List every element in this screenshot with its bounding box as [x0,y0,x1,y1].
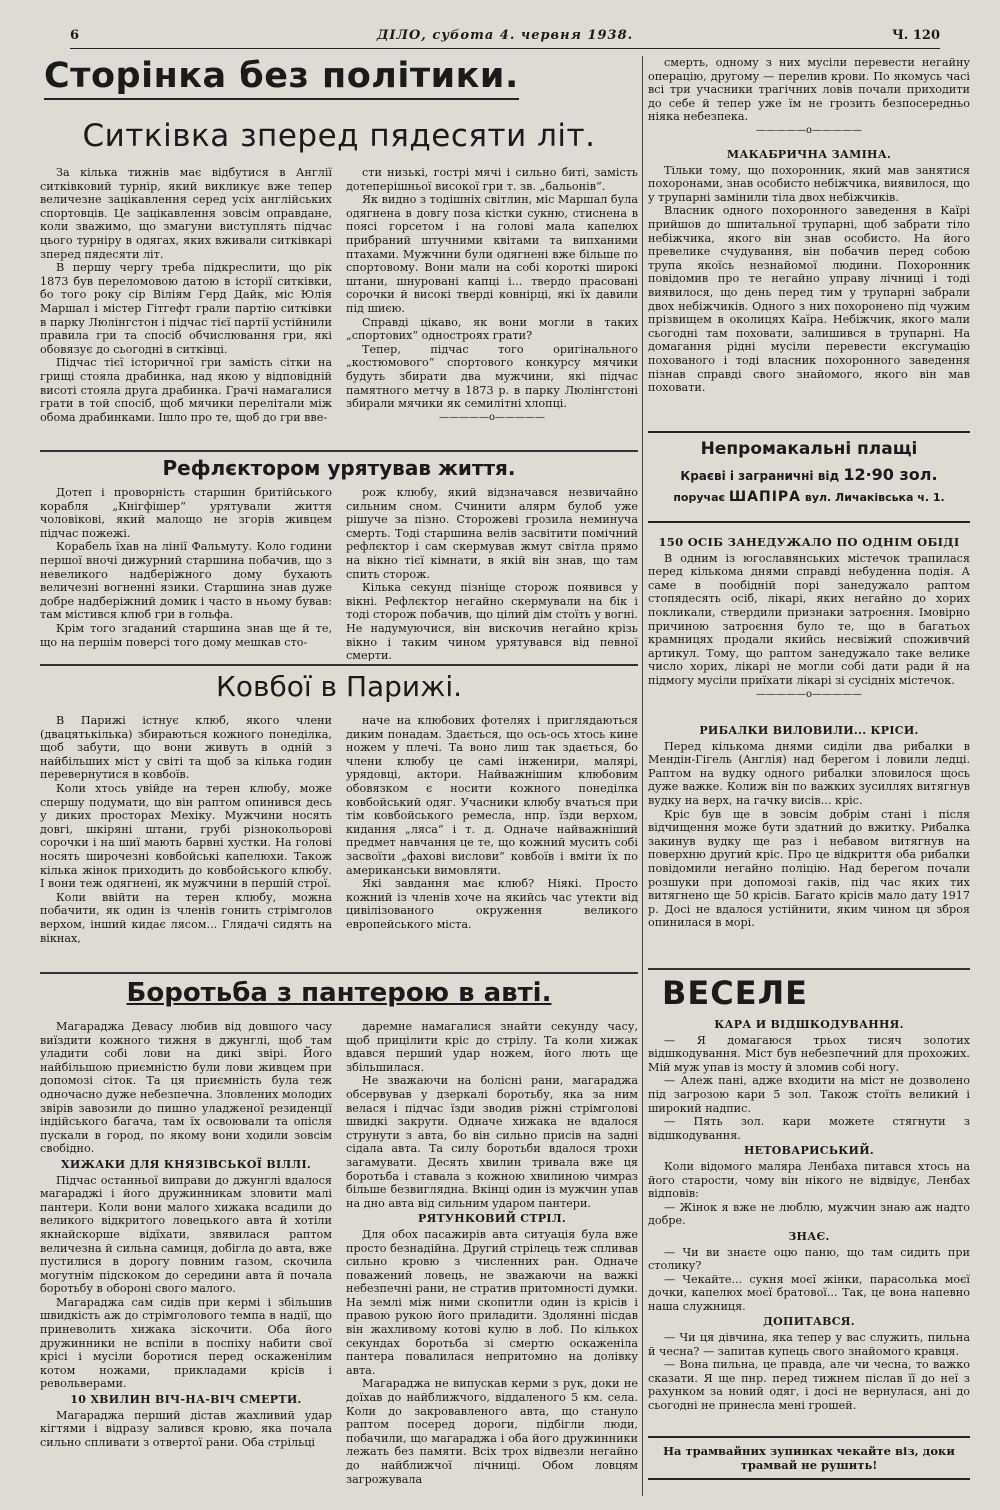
page-number: 6 [70,28,80,43]
ornament: —————o————— [755,124,863,136]
article-panther-title: Боротьба з пантерою в авті. [126,978,552,1008]
paragraph: Підчас тієї історичної гри замість сітки на грищі стояла драбинка, над якою у відповідній висоті стояла друга драбинка. Грачі намагалися грати в той спосіб, щоб мячики перелітали між обома драбинками. Ішло про те, щоб до гри вве- [40,356,332,424]
subheading: ДОПИТАВСЯ. [763,1315,855,1329]
paragraph: За кілька тижнів має відбутися в Англії ситківковий турнір, який викликує вже тепер величезне зацікавлення серед усіх англійських спортовців. Це зацікавлення зовсім оправдане, коли зважимо, що змагуни виступлять підчас цього турніру в одягах, яких вживали ситківкарі зперед пядесяти літ. [40,166,332,261]
paragraph: Як видно з тодішніх світлин, міс Маршал була одягнена в довгу поза кістки сукню, стиснена в поясі горсетом і на голові мала капелюх прибраний штучними квітами та випханими птахами. Мужчини були одягнені вже більше по спортовому. Вони мали на собі короткі широкі штани, шнуровані капці і... твердо прасовані сорочки й високі тверді ковнірці, які їх давили під шиєю. [346,193,638,315]
article-panther-col1 [40,1020,332,1496]
subheading: НЕТОВАРИСЬКИЙ. [743,1144,875,1158]
subheading: КАРА И ВІДШКОДУВАННЯ. [714,1018,904,1031]
right-column [648,56,970,1501]
article-panther-col2 [346,1020,638,1496]
ad-price: 12·90 зол. [843,465,938,484]
ad-address: вул. Личаківська ч. 1. [804,491,945,504]
paragraph: — Жінок я вже не люблю, мужчин знаю аж надто добре. [648,1200,970,1228]
subheading: 150 ОСІБ ЗАНЕДУЖАЛО ПО ОДНІМ ОБІДІ [658,535,960,549]
paragraph: Коли хтось увійде на терен клюбу, може спершу подумати, що він раптом опинився десь у диких просторах Мехіку. Мужчини носять довгі, шкіряні штани, грубі різнокольорові сорочки і на шиї мають барвні хустки. На голові носять широчезні ковбойські капелюхи. Також кілька жінок приходить до ковбойського клюбу. І вони теж одягнені, як мужчини в першій строї. [40,781,332,891]
humor-section-title: ВЕСЕЛЕ [662,974,809,1012]
paragraph: — Вона пильна, це правда, але чи чесна, то важко сказати. Я ще пнр. перед тижнем післав її до неї з рахунком за новий одяг, і досі не вернулася, ані до сьогодні не принесла мені грошей. [648,1358,970,1413]
paragraph: Кріс був ще в зовсім добрім стані і після відчищення може бути здатний до вжитку. Рибалка закинув вудку ще раз і небавом витягнув на поверхню другий кріс. Про це відкриття оба рибалки повідомили негайно поліцію. Над берегом почали розшуки при допомозі гаків, під час яких тих витягнено ще 50 крісів. Багато крісів мало дату 1917 р. Досі не вдалося устійнити, яким чином ця зброя опинилася в морі. [648,807,970,930]
article-fishermen [648,722,970,962]
paragraph: — Чи ви знаєте оцю паню, що там сидить при столику? [648,1245,970,1273]
subheading: РЯТУНКОВИЙ СТРІЛ. [418,1212,566,1226]
paragraph: Коли відомого маляра Ленбаха питався хтось на його старости, чому він нікого не відвідує, Ленбах відповів: [648,1159,970,1201]
article-tennis-col2 [346,166,638,446]
column-divider [642,56,643,1496]
paragraph: В Парижі істнує клюб, якого члени (двацятькілька) збираються кожного понеділка, щоб забути, що вони живуть в одній з найбільших міст у світі та щоб за кілька годин перевернутися в ковбоїв. [40,714,332,782]
paragraph: Коли ввійти на терен клюбу, можна побачити, як один із членів гонить стрімголов верхом, інший кидає лясом... Глядачі сидять на вікнах, [40,890,332,945]
ornament: —————o————— [438,411,546,423]
divider [40,450,638,452]
ad-text: від [817,469,840,483]
article-reflector [40,456,638,661]
paragraph: Магараджа Девасу любив від довшого часу виїздити кожного тижня в джунглі, щоб там уладити собі лови на дикі звірі. Його найбільшою приємністю були лови живцем при допомозі сіток. Та ця приємність була теж одночасно дуже небезпечна. Зловлених молодих звірів завозили до пишно уладженої резиденції індійського багача, там їх освоювали та опісля пускали в город, по якому вони ходили зовсім свобідно. [40,1020,332,1156]
paragraph: — Алеж пані, адже входити на міст не дозволено під загрозою кари 5 зол. Також стоїть великий і широкий надпис. [648,1074,970,1115]
subheading: РИБАЛКИ ВИЛОВИЛИ... КРІСИ. [699,724,919,737]
paragraph: смерть, одному з них мусіли перевести негайну операцію, другому — перелив крови. По якомусь часі всі три учасники трагічних ловів почали приходити до себе й тепер уже їм не грозить безпосередньо ніяка небезпека. [648,56,970,124]
article-cowboys-col2 [346,714,638,968]
paragraph: Тепер, підчас того оригінального „костюмового“ спортового конкурсу мячики будуть збирати два мужчини, які підчас памятного метчу в 1873 р. в парку Люлінгстоні збирали мячики як семилітні хлопці. [346,342,638,411]
paragraph: Магараджа не випускав керми з рук, доки не доїхав до найближчого, віддаленого 5 км. села. Коли до закровавленого авта, що станулo раптом посеред дороги, підбігли люди, побачили, що магараджа і оба його дружинники лежать без памяти. Всіх трох відвезли негайно до найближчої лічниці. Обом ловцям загрожувала [346,1377,638,1486]
paragraph: Справді цікаво, як вони могли в таких „спортових“ одностроях грати? [346,315,638,343]
paragraph: В першу чергу треба підкреслити, що рік 1873 був переломовою датою в історії ситківки, бо того року сір Віліям Герд Дайк, міс Юлія Маршал і містер Гітгефт грали партію ситківки в парку Люлінгстон і підчас тієї партії устійнили правила гри та спосіб обчислювання гри, які обовязує до сьогодні в ситківці. [40,261,332,356]
paragraph: В одним із югославянських містечок трапилася перед кількома днями справді небуденна подія. А саме в пообідній порі занедужало раптом стопядесять осіб, лікарі, яких негайно до хорих покликали, ствердили признаки затроєння. Імовірно причиною затроєння було те, що в багатьох крамницях продали якийсь несвіжий споживчий артикул. Тому, що раптом занедужало таке велике число хорих, лікарі не могли собі дати ради й на підмогу мусіли приїхати лікарі зі сусідніх містечок. [648,551,970,687]
article-cowboys-col1 [40,714,332,968]
subheading: МАКАБРИЧНА ЗАМІНА. [726,148,892,161]
article-cowboys [40,670,638,970]
article-cowboys-title: Ковбої в Парижі. [215,670,463,703]
paragraph: — Чи ця дівчина, яка тепер у вас служить, пильна й чесна? — запитав купець свого знайомого кравця. [648,1331,970,1358]
divider [40,664,638,666]
article-tennis-title: Ситківка зперед пядесяти літ. [82,118,596,154]
paragraph: Які завдання має клюб? Ніякі. Просто кожний із членів хоче на якийсь час утекти від цивілізованого окруження великого европейського міста. [346,877,638,931]
paragraph: — Чекайте... сукня моєї жінки, парасолька моєї дочки, капелюх моєї братової... Так, це вона напевно наша служниця. [648,1272,970,1313]
paragraph: Перед кількома днями сиділи два рибалки в Мендін-Гігель (Англія) над берегом і ловили ледці. Раптом на вудку одного рибалки зловилося щось дуже важке. Колиж він по важких зусиллях витягнув вудку на верх, на гачку висів... кріс. [648,739,970,807]
paragraph: наче на клюбових фотелях і приглядаються диким понадам. Здається, що ось-ось хтось кине ножем у плечі. Та воно лиш так здається, бо члени клюбу це самі інженири, малярі, урядовці, актори. Найважнішим клюбовим обовязком є носити кожного понеділка ковбойський одяг. Учасники клюбу вчаться при тім ковбойського ремесла, нпр. їзди верхом, кидання „ляса“ і т. д. Одначе найважніший предмет навчання це те, що кожний мусить собі засвоїти „фахові вислови“ ковбоїв і вміти їх по американськи вимовляти. [346,714,638,877]
page-header [70,28,940,49]
paragraph: Магараджа перший дістав жахливий удар кігтями і відразу залився кровю, яка почала сильно спливати з отвертої рани. Оба стрільці [40,1408,332,1449]
paragraph: — Пять зол. кари можете стягнути з відшкодування. [648,1115,970,1142]
subheading: ЗНАЄ. [788,1229,830,1243]
continued-text [648,56,970,146]
ad-text: поручає [673,491,726,504]
ad-text: Краєві і заграничні [680,469,814,483]
paragraph: Дотеп і проворність старшин бритійського корабля „Кнігфішер“ урятували життя чоловікові, який малощо не згорів живцем підчас пожежі. [40,486,332,540]
section-title: Сторінка без політики. [44,56,519,100]
ornament: —————o————— [755,688,863,700]
ad-headline: Непромакальні плащі [700,439,918,459]
divider [40,972,638,974]
paragraph: Для обох пасажирів авта ситуація була вже просто безнадійна. Другий стрілець теж спливав сильно кровю з численних ран. Одначе поважений ловець, не зважаючи на важкі небезпечні рани, не стратив притомності думки. На землі між ними скопитли один із крісів і правою рукою його приладити. Здолянні пісдав він жахливому котові кулю в лоб. По кількох секундах боротьба зі смертю оскаженіла пантера повалилася непритомно на долівку авта. [346,1227,638,1377]
paragraph: Тільки тому, що похоронник, який мав занятися похоронами, знав особисто небіжчика, виявилося, що у трупарні замінили тіла двох небіжчиків. [648,163,970,204]
article-reflector-title: Рефлєктором урятував життя. [162,456,516,480]
paragraph: Кілька секунд пізніще сторож появився у вікні. Рефлєктор негайно скермували на бік і тоді сторож побачив, що цілий дім стоїть у вогні. Не надумуючися, він вискочив негайно крізь вікно і таким чином урятувався від певної смерти. [346,581,638,661]
article-poisoning [648,534,970,722]
article-reflector-col2 [346,486,638,661]
paragraph: рож клюбу, який відзначався незвичайно сильним сном. Счинити аляpм булоб уже рішуче за пізно. Сторожеві грозила неминуча смерть. Тоді старшина велів засвітити помічний рефлєктор і сам скермував жмут світла прямо на вікно тієї кімнати, в якій він знав, що там спить сторож. [346,486,638,581]
issue-number: Ч. 120 [891,28,940,43]
divider [648,968,970,970]
humor-section [648,1016,970,1424]
article-panther [40,978,638,1498]
footer-notice: На трамвайних зупинках чекайте віз, доки трамвай не рушить! [648,1436,970,1480]
paragraph: Магараджа сам сидів при кермі і збільшив швидкість аж до стрімголового темпа в надії, що приневолить хижака зіскочити. Оба його дружинники не вспіли в поспіху набити свої крісі і мусіли боротися перед оскаженілим котом ножами, прикладами крісів і револьверами. [40,1295,332,1391]
paragraph: сти низькі, гострі мячі і сильно биті, замість дотеперішньої високої гри т. зв. „бальонів“. [346,166,638,193]
paragraph: Підчас останньої виправи до джунглі вдалося магараджі і його дружинникам зловити малі пантери. Коли вони малого хижака всадили до великого відкритого ловецького авта й хотіли якнайскорше відїхати, звявилася раптом величезна й сильна самиця, добігла до авта, вже пустилися в дорогу повним газом, скочила могутнім підскоком до середини авта й почала боротьбу в обороні свого малого. [40,1173,332,1296]
paragraph: Не зважаючи на болісні рани, магараджа обсервував у дзеркалі боротьбу, яка за ним велася і підчас їзди зводив ріжні стрімголові швидкі закрути. Одначе хижака не вдалося струнути з авта, бо він сильно присів на задні сідала авта. Та силу боротьби вдалося трохи загамувати. Десять хвилин тривала вже ця боротьба і ставала з кожною хвилиною чимраз більше безвиглядна. Вкінці один із мужчин упав на дно авта від сильним ударом пантери. [346,1074,638,1210]
paragraph: — Я домагаюся трьох тисяч золотих відшкодування. Міст був небезпечний для прохожих. Мій муж упав із мосту й зломив собі ногу. [648,1033,970,1074]
masthead-date: ДІЛО, субота 4. червня 1938. [376,28,634,43]
raincoat-advertisement [648,431,970,523]
ad-brand: ШАПІРА [728,489,802,505]
article-reflector-col1 [40,486,332,661]
paragraph: Крім того згаданий старшина знав ще й те, що на першім поверсі того дому мешкав сто- [40,621,332,649]
article-tennis [40,118,638,448]
paragraph: Корабель їхав на лінії Фальмуту. Коло години першої вночі дижурний старшина побачив, що з невеликого надберіжного дому бухають величезні вогненні язики. Старшина знав дуже добре надберіжний домик і часто в ньому бував: там містився клюб гри в гольфа. [40,540,332,622]
subheading: 10 ХВИЛИН ВІЧ-НА-ВІЧ СМЕРТИ. [70,1393,302,1407]
article-macabre [648,146,970,426]
left-area [40,56,638,1501]
paragraph: даремне намагалися знайти секунду часу, щоб прицілити кріс до стрілу. Та коли хижак вдався перший удар ножем, його лють ще збільшилася. [346,1020,638,1074]
article-tennis-col1 [40,166,332,446]
paragraph: Власник одного похоронного заведення в Каїрі прийшов до шпитальної трупарні, щоб забрати тіло небіжчика, якого він знав особисто. На його превелике счудування, він побачив перед собою трупа якоїсь незнайомої людини. Похоронник повідомив про те негайно управу лічниці і тоді виявилося, що день перед тим у трупарні забрали двох небіжчиків. Одного з них похоронено під чужим прізвищем в околицях Каїра. Небіжчик, якого мали сьогодні там поховати, залишився в трупарні. На домагання рідні мусіли перевести ексгумацію похованого і тоді власник похоронного заведення пізнав справді свого знайомого, якого він мав поховати. [648,204,970,395]
subheading: ХИЖАКИ ДЛЯ КНЯЗІВСЬКОЇ ВІЛЛІ. [60,1157,312,1171]
